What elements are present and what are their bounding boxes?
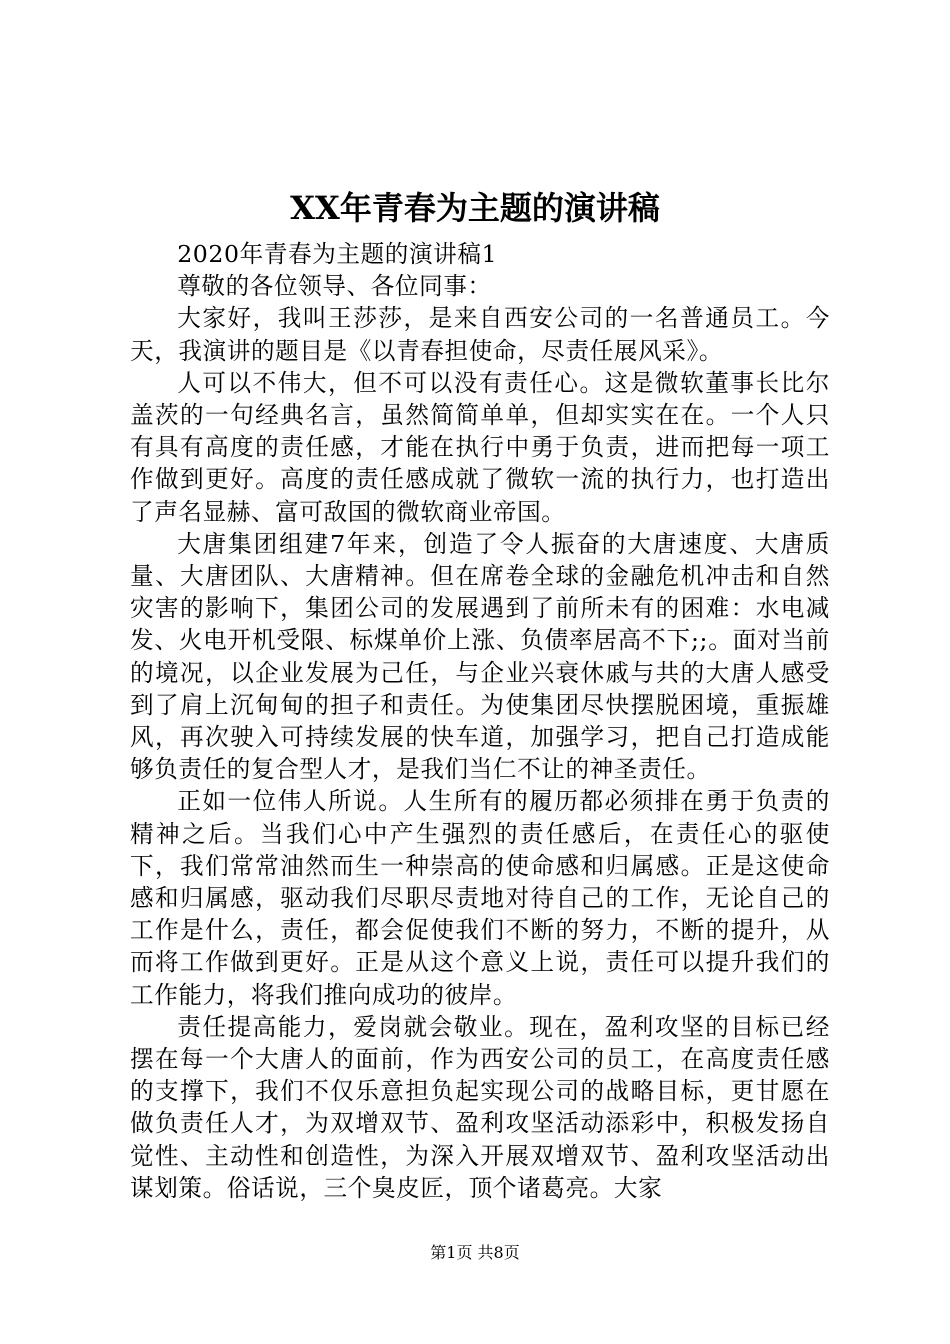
page-footer: 第1页 共8页 — [430, 1243, 520, 1262]
paragraph: 大家好，我叫王莎莎，是来自西安公司的一名普通员工。今天，我演讲的题目是《以青春担使命，尽责任展风采》。 — [130, 304, 830, 365]
paragraph: 正如一位伟人所说。人生所有的履历都必须排在勇于负责的精神之后。当我们心中产生强烈的责任感后，在责任心的驱使下，我们常常油然而生一种崇高的使命感和归属感。正是这使命感和归属感，驱动我们尽职尽责地对待自己的工作，无论自己的工作是什么，责任，都会促使我们不断的努力，不断的提升，从而将工作做到更好。正是从这个意义上说，责任可以提升我们的工作能力，将我们推向成功的彼岸。 — [130, 787, 830, 1009]
salutation: 尊敬的各位领导、各位同事： — [177, 272, 492, 301]
paragraph: 人可以不伟大，但不可以没有责任心。这是微软董事长比尔盖茨的一句经典名言，虽然简简单单，但却实实在在。一个人只有具有高度的责任感，才能在执行中勇于负责，进而把每一项工作做到更好。高度的责任感成就了微软一流的执行力，也打造出了声名显赫、富可敌国的微软商业帝国。 — [130, 368, 830, 526]
document-title: XX年青春为主题的演讲稿 — [290, 189, 660, 227]
heading-line: 2020年青春为主题的演讲稿1 — [177, 240, 498, 268]
paragraph: 大唐集团组建7年来，创造了令人振奋的大唐速度、大唐质量、大唐团队、大唐精神。但在席卷全球的金融危机冲击和自然灾害的影响下，集团公司的发展遇到了前所未有的困难：水电减发、火电开机受限、标煤单价上涨、负债率居高不下;;。面对当前的境况，以企业发展为己任，与企业兴衰休戚与共的大唐人感受到了肩上沉甸甸的担子和责任。为使集团尽快摆脱困境，重振雄风，再次驶入可持续发展的快车道，加强学习，把自己打造成能够负责任的复合型人才，是我们当仁不让的神圣责任。 — [130, 529, 830, 784]
document-body — [130, 238, 830, 1204]
paragraph: 责任提高能力，爱岗就会敬业。现在，盈利攻坚的目标已经摆在每一个大唐人的面前，作为西安公司的员工，在高度责任感的支撑下，我们不仅乐意担负起实现公司的战略目标，更甘愿在做负责任人才，为双增双节、盈利攻坚活动添彩中，积极发扬自觉性、主动性和创造性，为深入开展双增双节、盈利攻坚活动出谋划策。俗话说，三个臭皮匠，顶个诸葛亮。大家 — [130, 1012, 830, 1202]
